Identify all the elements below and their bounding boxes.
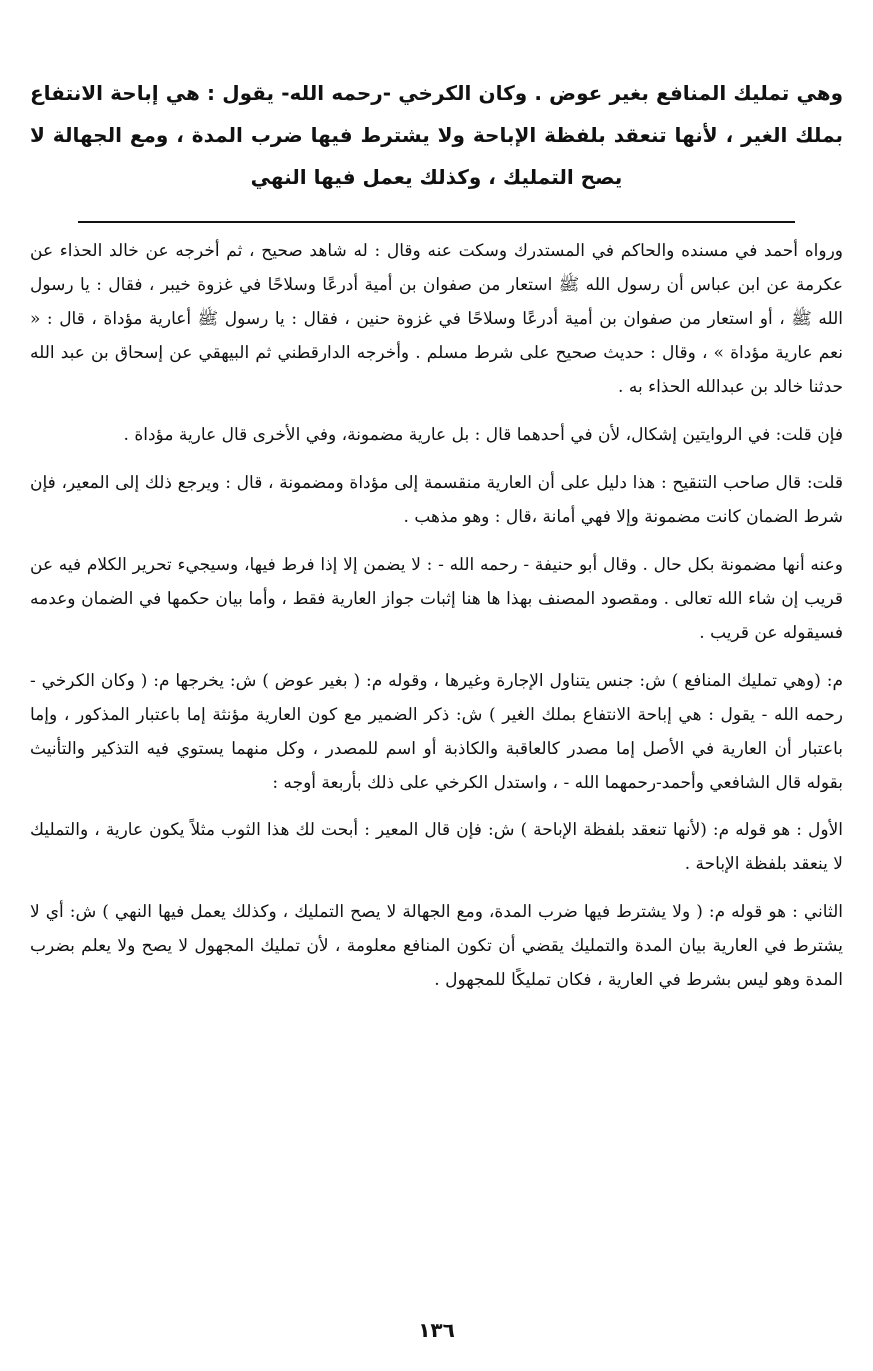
commentary-paragraph-4: وعنه أنها مضمونة بكل حال . وقال أبو حنيفة - رحمه الله - : لا يضمن إلا إذا فرط فيها، وسيجيء تحرير الكلام فيه عن قريب إن شاء الله تعالى . ومقصود المصنف بهذا ها هنا إثبات جواز العارية فقط ، وأما بيان حكمها في الضمان وعدمه فسيقوله عن قريب .: [30, 555, 843, 643]
commentary-paragraph-3: قلت: قال صاحب التنقيح : هذا دليل على أن العارية منقسمة إلى مؤداة ومضمونة ، قال : ويرجع ذلك إلى المعير، فإن شرط الضمان كانت مضمونة وإلا فهي أمانة ،قال : وهو مذهب .: [30, 473, 843, 527]
main-text: وهي تمليك المنافع بغير عوض . وكان الكرخي -رحمه الله- يقول : هي إباحة الانتفاع بملك الغير ، لأنها تنعقد بلفظة الإباحة ولا يشترط فيها ضرب المدة ، ومع الجهالة لا يصح التمليك ، وكذلك يعمل فيها النهي: [30, 81, 843, 189]
commentary-paragraph-6: الأول : هو قوله م: (لأنها تنعقد بلفظة الإباحة ) ش: فإن قال المعير : أبحت لك هذا الثوب مثلاً يكون عارية ، والتمليك لا ينعقد بلفظة الإباحة .: [30, 820, 843, 874]
commentary-paragraph-2: فإن قلت: في الروايتين إشكال، لأن في أحدهما قال : بل عارية مضمونة، وفي الأخرى قال عارية مؤداة .: [123, 425, 843, 445]
separator-line: [78, 221, 795, 223]
commentary-paragraph-1: ورواه أحمد في مسنده والحاكم في المستدرك وسكت عنه وقال : له شاهد صحيح ، ثم أخرجه عن خالد الحذاء عن عكرمة عن ابن عباس أن رسول الله ﷺ استعار من صفوان بن أمية أدرعًا وسلاحًا في غزوة خيبر ، فقال : يا رسول الله ﷺ ، أو استعار من صفوان بن أمية أدرعًا وسلاحًا في غزوة حنين ، فقال : يا رسول ﷺ أعارية مؤداة ، قال : « نعم عارية مؤداة » ، وقال : حديث صحيح على شرط مسلم . وأخرجه الدارقطني ثم البيهقي عن إسحاق بن عبد الله حدثنا خالد بن عبدالله الحذاء به .: [30, 241, 843, 397]
commentary-paragraph-5: م: (وهي تمليك المنافع ) ش: جنس يتناول الإجارة وغيرها ، وقوله م: ( بغير عوض ) ش: يخرجها م: ( وكان الكرخي - رحمه الله - يقول : هي إباحة الانتفاع بملك الغير ) ش: ذكر الضمير مع كون العارية مؤنثة إما باعتبار المذكور ، وإما باعتبار أن العارية في الأصل إما مصدر كالعاقبة والكاذبة أو اسم للمصدر ، وكل منهما يستوي فيه التذكير والتأنيث بقوله قال الشافعي وأحمد-رحمهما الله - ، واستدل الكرخي على ذلك بأربعة أوجه :: [30, 671, 843, 793]
main-text-block: [30, 72, 843, 198]
page-number: ١٣٦: [418, 1318, 455, 1342]
commentary-block: [30, 234, 843, 1011]
commentary-paragraph-7: الثاني : هو قوله م: ( ولا يشترط فيها ضرب المدة، ومع الجهالة لا يصح التمليك ، وكذلك يعمل فيها النهي ) ش: أي لا يشترط في العارية بيان المدة والتمليك يقضي أن تكون المنافع معلومة ، لأن تمليك المجهول لا يصح ولا يعلم بضرب المدة وهو ليس بشرط في العارية ، فكان تمليكًا للمجهول .: [30, 902, 843, 990]
